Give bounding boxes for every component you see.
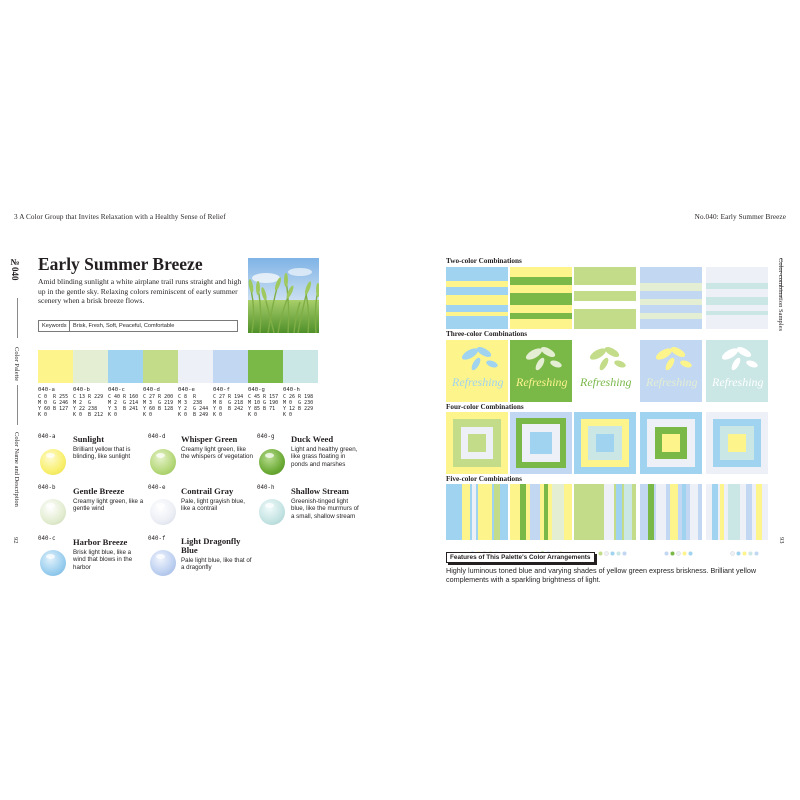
features-label: Features of This Palette's Color Arrangements bbox=[446, 552, 595, 563]
features-text: Highly luminous toned blue and varying shades of yellow green express briskness. Brilliant yellow complements with a sparkling brightness of light. bbox=[446, 566, 757, 585]
color-ball-duck-weed bbox=[259, 449, 285, 475]
color-name-duck-weed: Duck Weed bbox=[291, 434, 334, 444]
color-name-gentle-breeze: Gentle Breeze bbox=[73, 486, 125, 496]
tile-word-4: Refreshing bbox=[646, 375, 698, 389]
keywords-value: Brisk, Fresh, Soft, Peaceful, Comfortable bbox=[73, 323, 175, 329]
five-color-tile-3 bbox=[574, 484, 636, 540]
swatch-040-c bbox=[108, 350, 143, 383]
color-id-sunlight: 040-a bbox=[38, 434, 56, 440]
tile-word-2: Refreshing bbox=[516, 375, 568, 389]
color-name-harbor-breeze: Harbor Breeze bbox=[73, 537, 128, 547]
color-ball-whisper-green bbox=[150, 449, 176, 475]
three-color-tile-1 bbox=[446, 340, 508, 402]
dots-row-tile-4 bbox=[664, 543, 704, 548]
color-ball-contrail-gray bbox=[150, 499, 176, 525]
swatch-040-a bbox=[38, 350, 73, 383]
palette-number: №040 bbox=[10, 257, 20, 281]
swatch-040-g bbox=[248, 350, 283, 383]
code-040-g: 040-g C 45 R 157 M 10 G 190 Y 85 B 71 K 0 bbox=[248, 387, 279, 418]
section-label-color-names: Color Name and Description bbox=[13, 432, 20, 507]
color-desc-duck-weed: Light and healthy green, like grass floating in ponds and marshes bbox=[291, 446, 358, 468]
color-name-light-dragonfly-blue: Light Dragonfly Blue bbox=[181, 536, 241, 555]
swatch-040-b bbox=[73, 350, 108, 383]
color-name-contrail-gray: Contrail Gray bbox=[181, 486, 234, 496]
dots-row-tile-5 bbox=[730, 543, 770, 548]
color-id-harbor-breeze: 040-c bbox=[38, 536, 56, 542]
three-color-tile-4 bbox=[640, 340, 702, 402]
tile-word-1: Refreshing bbox=[452, 375, 504, 389]
color-id-shallow-stream: 040-h bbox=[257, 485, 275, 491]
color-id-gentle-breeze: 040-b bbox=[38, 485, 56, 491]
five-color-tile-5 bbox=[706, 484, 768, 540]
color-desc-contrail-gray: Pale, light grayish blue, like a contrail bbox=[181, 498, 245, 513]
swatch-040-d bbox=[143, 350, 178, 383]
page-title: Early Summer Breeze bbox=[38, 254, 203, 274]
color-desc-gentle-breeze: Creamy light green, like a gentle wind bbox=[73, 498, 144, 513]
three-color-tile-5 bbox=[706, 340, 768, 402]
five-color-tile-1 bbox=[446, 484, 508, 540]
color-desc-shallow-stream: Greenish-tinged light blue, like the murmurs of a small, shallow stream bbox=[291, 498, 359, 520]
four-color-tile-2 bbox=[510, 412, 572, 474]
code-040-b: 040-b C 13 R 229 M 2 G Y 22 238 K 0 B 212 bbox=[73, 387, 104, 418]
color-desc-whisper-green: Creamy light green, like the whispers of vegetation bbox=[181, 446, 253, 461]
code-040-a: 040-a C 0 R 255 M 0 G 246 Y 60 B 127 K 0 bbox=[38, 387, 69, 418]
color-name-sunlight: Sunlight bbox=[73, 434, 105, 444]
right-side-label: Color-combination Samples bbox=[777, 258, 784, 331]
dots-row-tile-2 bbox=[534, 543, 574, 548]
left-page-number: 92 bbox=[12, 537, 19, 544]
tile-word-3: Refreshing bbox=[580, 375, 632, 389]
section-two-color: Two-color Combinations bbox=[446, 257, 522, 265]
right-page-number: 93 bbox=[778, 537, 785, 544]
two-color-tile-2 bbox=[510, 267, 572, 329]
color-id-contrail-gray: 040-e bbox=[148, 485, 166, 491]
code-040-d: 040-d C 27 R 200 M 3 G 219 Y 60 B 128 K 0 bbox=[143, 387, 174, 418]
color-ball-gentle-breeze bbox=[40, 499, 66, 525]
four-color-tile-4 bbox=[640, 412, 702, 474]
code-040-h: 040-h C 26 R 198 M 0 G 230 Y 12 B 229 K 0 bbox=[283, 387, 314, 418]
two-color-tile-4 bbox=[640, 267, 702, 329]
tile-word-5: Refreshing bbox=[712, 375, 764, 389]
section-three-color: Three-color Combinations bbox=[446, 330, 527, 338]
color-ball-shallow-stream bbox=[259, 499, 285, 525]
dots-row-tile-1 bbox=[470, 543, 510, 548]
four-color-tile-1 bbox=[446, 412, 508, 474]
code-040-e: 040-e C 8 R M 3 238 Y 2 G 244 K 0 B 249 bbox=[178, 387, 209, 418]
color-ball-sunlight bbox=[40, 449, 66, 475]
color-ball-light-dragonfly-blue bbox=[150, 550, 176, 576]
section-five-color: Five-color Combinations bbox=[446, 475, 522, 483]
keywords-box bbox=[38, 320, 238, 332]
swatch-040-e bbox=[178, 350, 213, 383]
keywords-label: Keywords bbox=[42, 323, 67, 329]
section-four-color: Four-color Combinations bbox=[446, 403, 524, 411]
five-color-tile-4 bbox=[640, 484, 702, 540]
color-desc-harbor-breeze: Brisk light blue, like a wind that blows in the harbor bbox=[73, 549, 133, 571]
side-rule-top bbox=[17, 298, 18, 338]
four-color-tile-3 bbox=[574, 412, 636, 474]
wheat-photo bbox=[248, 258, 319, 333]
color-id-duck-weed: 040-g bbox=[257, 434, 275, 440]
swatch-040-f bbox=[213, 350, 248, 383]
color-id-whisper-green: 040-d bbox=[148, 434, 166, 440]
color-name-shallow-stream: Shallow Stream bbox=[291, 486, 349, 496]
side-rule-mid bbox=[17, 385, 18, 425]
color-ball-harbor-breeze bbox=[40, 550, 66, 576]
two-color-tile-5 bbox=[706, 267, 768, 329]
code-040-f: 040-f C 27 R 194 M 8 G 218 Y 0 B 242 K 0 bbox=[213, 387, 244, 418]
dots-row-tile-3 bbox=[598, 543, 638, 548]
three-color-tile-3 bbox=[574, 340, 636, 402]
five-color-tile-2 bbox=[510, 484, 572, 540]
color-name-whisper-green: Whisper Green bbox=[181, 434, 238, 444]
intro-text: Amid blinding sunlight a white airplane trail runs straight and high up in the gentle sky. Relaxing colors reminiscent of early summer scenery when a brisk breeze flows. bbox=[38, 277, 242, 306]
section-label-color-palette: Color Palette bbox=[13, 347, 20, 382]
right-running-header: No.040: Early Summer Breeze bbox=[694, 213, 786, 221]
color-desc-light-dragonfly-blue: Pale light blue, like that of a dragonfly bbox=[181, 557, 252, 572]
code-040-c: 040-c C 40 R 160 M 2 G 214 Y 3 B 241 K 0 bbox=[108, 387, 139, 418]
swatch-040-h bbox=[283, 350, 318, 383]
color-id-light-dragonfly-blue: 040-f bbox=[148, 536, 166, 542]
color-desc-sunlight: Brilliant yellow that is blinding, like sunlight bbox=[73, 446, 131, 461]
left-running-header: 3 A Color Group that Invites Relaxation with a Healthy Sense of Relief bbox=[14, 213, 226, 221]
four-color-tile-5 bbox=[706, 412, 768, 474]
two-color-tile-1 bbox=[446, 267, 508, 329]
three-color-tile-2 bbox=[510, 340, 572, 402]
two-color-tile-3 bbox=[574, 267, 636, 329]
